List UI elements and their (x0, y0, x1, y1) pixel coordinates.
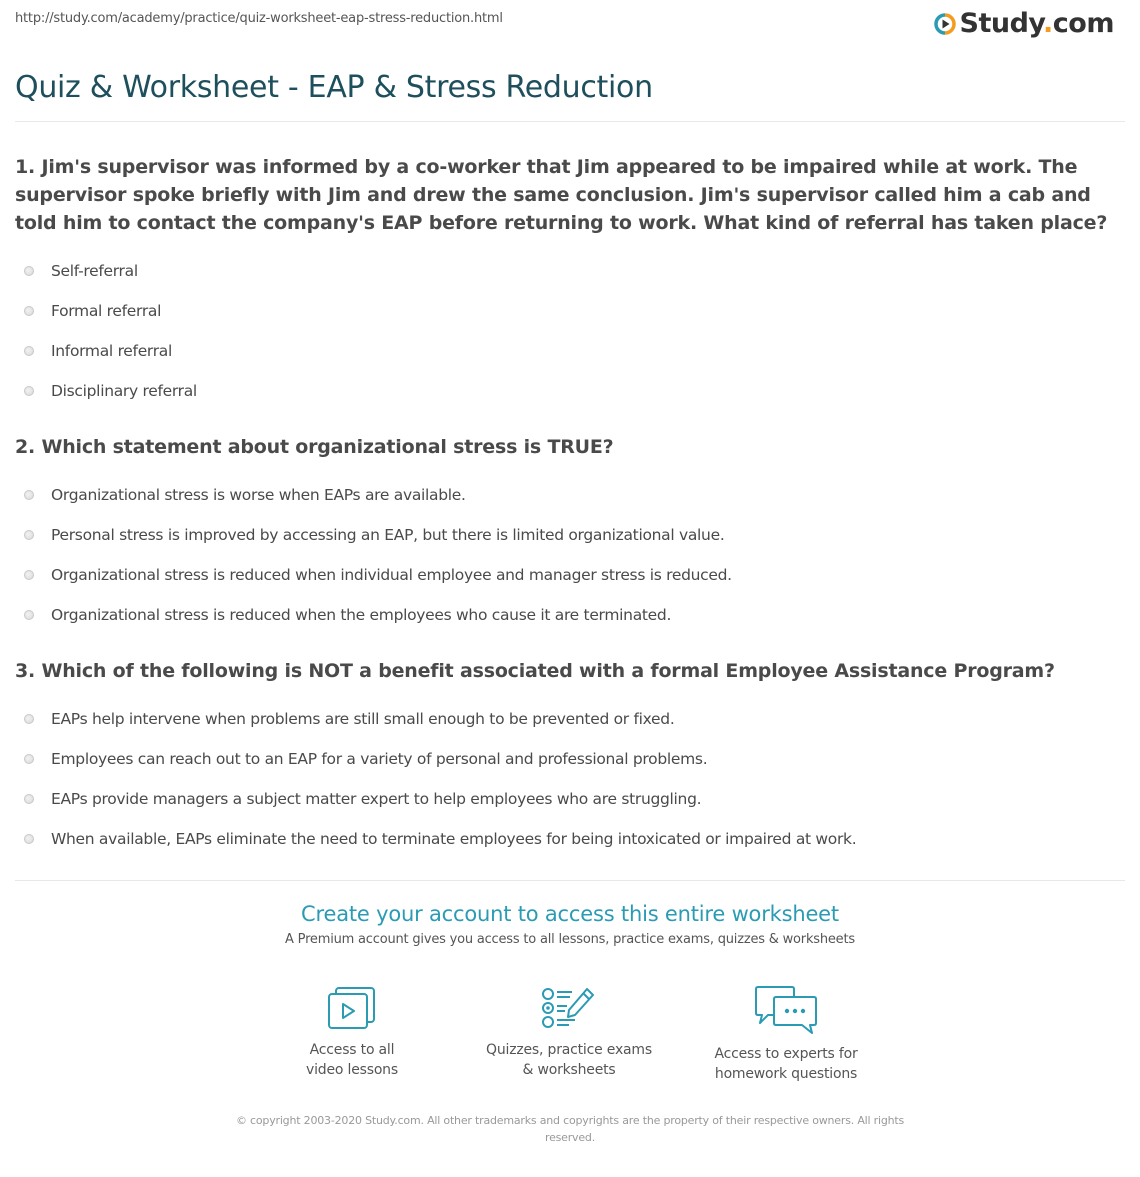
answer-options (15, 699, 1110, 859)
question-1 (15, 153, 1110, 411)
answer-option[interactable]: Formal referral (15, 291, 1110, 331)
radio-button-icon[interactable] (24, 570, 34, 580)
radio-button-icon[interactable] (24, 306, 34, 316)
radio-button-icon[interactable] (24, 794, 34, 804)
answer-option[interactable]: Organizational stress is worse when EAPs are available. (15, 475, 1110, 515)
answer-option[interactable]: Informal referral (15, 331, 1110, 371)
chat-bubbles-icon (754, 985, 818, 1035)
radio-button-icon[interactable] (24, 834, 34, 844)
answer-option[interactable]: EAPs help intervene when problems are still small enough to be prevented or fixed. (15, 699, 1110, 739)
video-lessons-icon (326, 985, 378, 1031)
answer-option[interactable]: Self-referral (15, 251, 1110, 291)
question-text: 3. Which of the following is NOT a benefit associated with a formal Employee Assistance Program? (15, 660, 1055, 682)
radio-button-icon[interactable] (24, 266, 34, 276)
answer-options (15, 251, 1110, 411)
section-divider (15, 880, 1125, 881)
answer-option[interactable]: Employees can reach out to an EAP for a variety of personal and professional problems. (15, 739, 1110, 779)
radio-button-icon[interactable] (24, 754, 34, 764)
page-title: Quiz & Worksheet - EAP & Stress Reduction (15, 70, 653, 105)
question-3 (15, 657, 1110, 859)
answer-option[interactable]: When available, EAPs eliminate the need to terminate employees for being intoxicated or impaired at work. (15, 819, 1110, 859)
title-divider (15, 121, 1125, 122)
radio-button-icon[interactable] (24, 490, 34, 500)
answer-option[interactable]: Organizational stress is reduced when the employees who cause it are terminated. (15, 595, 1110, 635)
feature-experts: Access to experts for homework questions (676, 985, 896, 1084)
cta-subtitle: A Premium account gives you access to all lessons, practice exams, quizzes & worksheets (285, 932, 855, 947)
radio-button-icon[interactable] (24, 610, 34, 620)
study-logo[interactable] (934, 9, 1115, 39)
question-text: 1. Jim's supervisor was informed by a co-worker that Jim appeared to be impaired while at work. The supervisor spoke briefly with Jim and drew the same conclusion. Jim's supervisor called him a cab and told him to contact the company's EAP before returning to work. What kind of referral has taken place? (15, 156, 1108, 234)
answer-option[interactable]: Personal stress is improved by accessing an EAP, but there is limited organizational value. (15, 515, 1110, 555)
question-text: 2. Which statement about organizational stress is TRUE? (15, 436, 614, 458)
radio-button-icon[interactable] (24, 530, 34, 540)
feature-quizzes: Quizzes, practice exams & worksheets (459, 985, 679, 1080)
play-circle-logo-icon (934, 13, 956, 35)
page-url: http://study.com/academy/practice/quiz-worksheet-eap-stress-reduction.html (15, 11, 503, 26)
radio-button-icon[interactable] (24, 346, 34, 356)
answer-options (15, 475, 1110, 635)
answer-option[interactable]: EAPs provide managers a subject matter expert to help employees who are struggling. (15, 779, 1110, 819)
logo-text: Study.com (959, 8, 1114, 39)
quiz-checklist-icon (540, 985, 598, 1031)
create-account-link[interactable]: Create your account to access this entire worksheet (301, 902, 839, 926)
answer-option[interactable]: Organizational stress is reduced when individual employee and manager stress is reduced. (15, 555, 1110, 595)
answer-option[interactable]: Disciplinary referral (15, 371, 1110, 411)
radio-button-icon[interactable] (24, 714, 34, 724)
radio-button-icon[interactable] (24, 386, 34, 396)
signup-cta (0, 902, 1140, 947)
feature-video-lessons: Access to all video lessons (242, 985, 462, 1080)
question-2 (15, 433, 1110, 635)
copyright-notice: © copyright 2003-2020 Study.com. All other trademarks and copyrights are the property of their respective owners. All rights reserved. (235, 1114, 905, 1144)
